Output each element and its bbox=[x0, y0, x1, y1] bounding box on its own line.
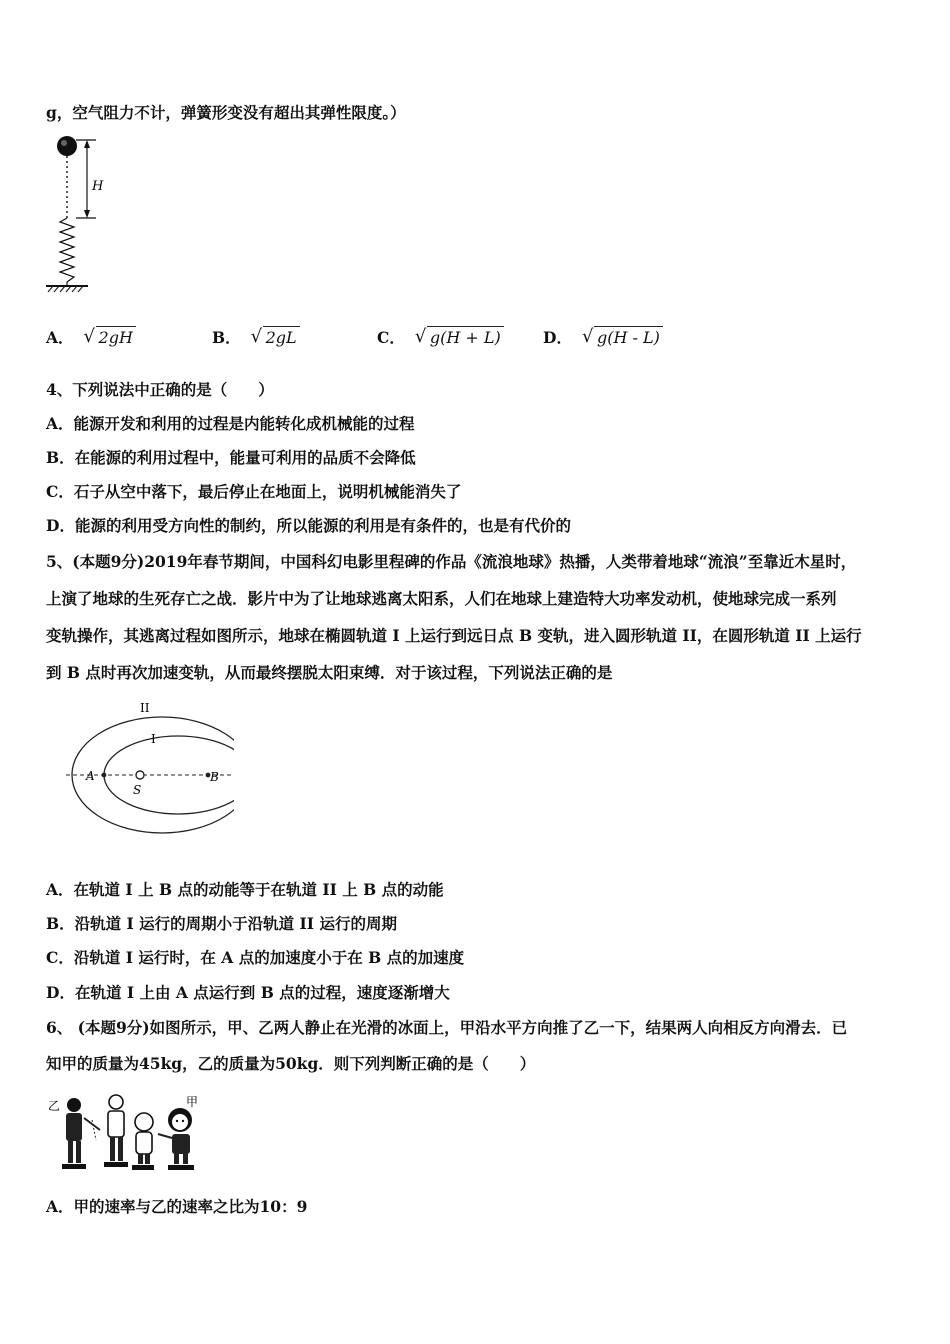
sun bbox=[136, 771, 144, 779]
svg-text:II: II bbox=[140, 701, 150, 715]
q6-stem-line-1: 6、 (本题9分)如图所示，甲、乙两人静止在光滑的冰面上，甲沿水平方向推了乙一下，结果两人向相反方向滑去．已 bbox=[46, 1018, 848, 1037]
height-label: H bbox=[92, 179, 104, 194]
q6-option-a[interactable]: A．甲的速率与乙的速率之比为10：9 bbox=[46, 1197, 308, 1216]
svg-text:I: I bbox=[151, 732, 156, 746]
orbit-figure bbox=[44, 698, 234, 838]
svg-text:乙: 乙 bbox=[48, 1099, 61, 1113]
skaters-figure bbox=[44, 1090, 214, 1180]
q3-option-d[interactable]: D． √ g(H - L) bbox=[543, 326, 663, 348]
q3-option-a[interactable]: A． √ 2gH bbox=[46, 326, 136, 348]
q4-option-b[interactable]: B．在能源的利用过程中，能量可利用的品质不会降低 bbox=[46, 448, 416, 467]
q5-stem-line-1: 5、(本题9分)2019年春节期间，中国科幻电影里程碑的作品《流浪地球》热播，人类带着地球“流浪”至靠近木星时， bbox=[46, 552, 857, 571]
q3-option-b[interactable]: B． √ 2gL bbox=[212, 326, 300, 348]
q5-option-b[interactable]: B．沿轨道 I 运行的周期小于沿轨道 II 运行的周期 bbox=[46, 914, 397, 933]
svg-text:甲: 甲 bbox=[186, 1095, 199, 1109]
q5-option-a[interactable]: A．在轨道 I 上 B 点的动能等于在轨道 II 上 B 点的动能 bbox=[46, 880, 444, 899]
q5-option-c[interactable]: C．沿轨道 I 运行时，在 A 点的加速度小于在 B 点的加速度 bbox=[46, 948, 465, 967]
svg-text:S: S bbox=[133, 783, 142, 797]
q4-option-a[interactable]: A．能源开发和利用的过程是内能转化成机械能的过程 bbox=[46, 414, 415, 433]
intro-line: g，空气阻力不计，弹簧形变没有超出其弹性限度。） bbox=[46, 103, 406, 122]
svg-text:B: B bbox=[210, 770, 219, 784]
q5-stem-line-3: 变轨操作，其逃离过程如图所示，地球在椭圆轨道 I 上运行到远日点 B 变轨，进入圆形轨道 II，在圆形轨道 II 上运行 bbox=[46, 626, 862, 645]
spring bbox=[60, 218, 74, 282]
q4-stem: 4、下列说法中正确的是（ ） bbox=[46, 380, 274, 399]
q3-option-c[interactable]: C． √ g(H + L) bbox=[377, 326, 504, 348]
q5-option-d[interactable]: D．在轨道 I 上由 A 点运行到 B 点的过程，速度逐渐增大 bbox=[46, 983, 450, 1002]
q4-option-d[interactable]: D．能源的利用受方向性的制约，所以能源的利用是有条件的，也是有代价的 bbox=[46, 516, 571, 535]
q5-stem-line-2: 上演了地球的生死存亡之战．影片中为了让地球逃离太阳系，人们在地球上建造特大功率发动机，使地球完成一系列 bbox=[46, 589, 837, 608]
q4-option-c[interactable]: C．石子从空中落下，最后停止在地面上，说明机械能消失了 bbox=[46, 482, 462, 501]
ball bbox=[57, 136, 77, 156]
spring-ball-figure bbox=[40, 130, 120, 300]
q5-stem-line-4: 到 B 点时再次加速变轨，从而最终摆脱太阳束缚．对于该过程，下列说法正确的是 bbox=[46, 663, 613, 682]
q6-stem-line-2: 知甲的质量为45kg，乙的质量为50kg．则下列判断正确的是（ ） bbox=[46, 1054, 536, 1073]
svg-text:A: A bbox=[86, 769, 95, 783]
